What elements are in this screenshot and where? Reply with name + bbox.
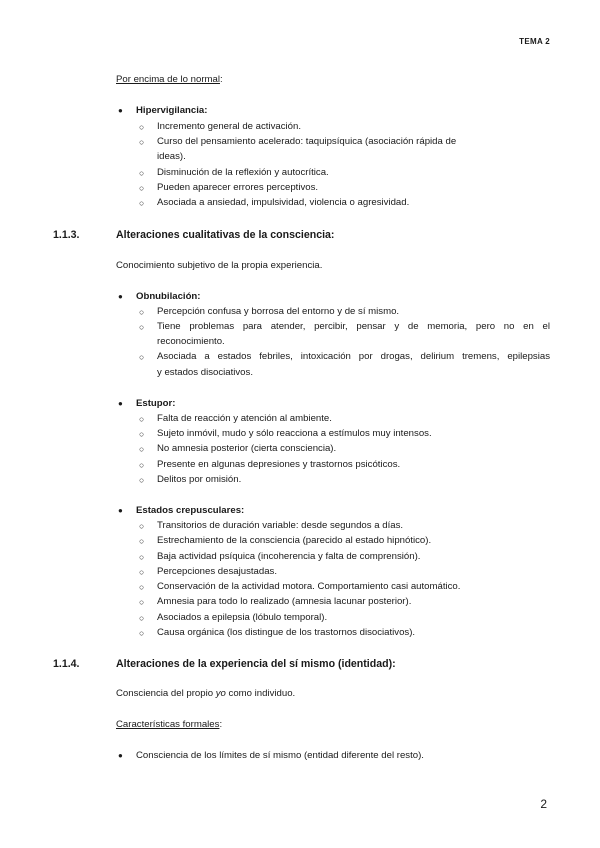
circle-bullet-icon: ○ [139,307,145,317]
emphasis-yo: yo [215,688,226,699]
section-number: 1.1.3. [53,229,80,241]
circle-bullet-icon: ○ [139,582,145,592]
features-heading-text: Características formales [116,719,220,730]
list-item: Presente en algunas depresiones y trastornos psicóticos. [157,459,401,470]
circle-bullet-icon: ○ [139,168,145,178]
list-item: Pueden aparecer errores perceptivos. [157,182,319,193]
list-item-continuation: y estados disociativos. [157,367,253,378]
list-item: Asociada a estados febriles, intoxicación por drogas, delirium tremens, epilepsias [157,351,550,362]
list-item: Sujeto inmóvil, mudo y sólo reacciona a estímulos muy intensos. [157,428,432,439]
circle-bullet-icon: ○ [139,444,145,454]
list-item: Estrechamiento de la consciencia (parecido al estado hipnótico). [157,535,432,546]
list-item: Transitorios de duración variable: desde segundos a días. [157,520,404,531]
normal-above-heading-text: Por encima de lo normal [116,74,220,85]
section-title: Alteraciones de la experiencia del sí mismo (identidad): [116,658,396,670]
list-item: Consciencia de los límites de sí mismo (entidad diferente del resto). [136,750,424,761]
circle-bullet-icon: ○ [139,613,145,623]
list-item: No amnesia posterior (cierta consciencia). [157,443,337,454]
list-item: Curso del pensamiento acelerado: taquipsíquica (asociación rápida de [157,136,457,147]
circle-bullet-icon: ○ [139,536,145,546]
list-item: Conservación de la actividad motora. Comportamiento casi automático. [157,581,461,592]
section-title: Alteraciones cualitativas de la consciencia: [116,229,335,241]
circle-bullet-icon: ○ [139,521,145,531]
circle-bullet-icon: ○ [139,460,145,470]
list-item: Delitos por omisión. [157,474,242,485]
list-item: Percepción confusa y borrosa del entorno y de sí mismo. [157,306,400,317]
list-item: Baja actividad psíquica (incoherencia y falta de comprensión). [157,551,421,562]
bullet-icon: ● [118,292,123,301]
page-header: TEMA 2 [519,37,550,46]
bullet-icon: ● [118,506,123,515]
circle-bullet-icon: ○ [139,137,145,147]
normal-above-heading: Por encima de lo normal: [116,74,223,85]
section-number: 1.1.4. [53,658,80,670]
estupor-title: Estupor: [136,398,176,409]
page-number: 2 [540,797,547,811]
list-item: Amnesia para todo lo realizado (amnesia lacunar posterior). [157,596,412,607]
section-intro: Consciencia del propio yo como individuo. [116,688,296,699]
bullet-icon: ● [118,106,123,115]
crepusculares-title: Estados crepusculares: [136,505,245,516]
obnubilacion-title: Obnubilación: [136,291,201,302]
section-intro: Conocimiento subjetivo de la propia experiencia. [116,260,323,271]
hipervigilancia-title: Hipervigilancia: [136,105,208,116]
circle-bullet-icon: ○ [139,567,145,577]
circle-bullet-icon: ○ [139,198,145,208]
circle-bullet-icon: ○ [139,322,145,332]
circle-bullet-icon: ○ [139,183,145,193]
list-item: Tiene problemas para atender, percibir, pensar y de memoria, pero no en el [157,321,550,332]
list-item: Causa orgánica (los distingue de los trastornos disociativos). [157,627,416,638]
list-item: Asociada a ansiedad, impulsividad, violencia o agresividad. [157,197,410,208]
list-item: Percepciones desajustadas. [157,566,277,577]
circle-bullet-icon: ○ [139,414,145,424]
features-heading: Características formales: [116,719,223,730]
circle-bullet-icon: ○ [139,429,145,439]
circle-bullet-icon: ○ [139,122,145,132]
bullet-icon: ● [118,751,123,760]
list-item: Falta de reacción y atención al ambiente. [157,413,332,424]
list-item-continuation: ideas). [157,151,186,162]
list-item: Incremento general de activación. [157,121,301,132]
circle-bullet-icon: ○ [139,475,145,485]
bullet-icon: ● [118,399,123,408]
circle-bullet-icon: ○ [139,552,145,562]
list-item: Disminución de la reflexión y autocrítica. [157,167,329,178]
circle-bullet-icon: ○ [139,597,145,607]
circle-bullet-icon: ○ [139,352,145,362]
circle-bullet-icon: ○ [139,628,145,638]
list-item: Asociados a epilepsia (lóbulo temporal). [157,612,328,623]
list-item-continuation: reconocimiento. [157,336,225,347]
